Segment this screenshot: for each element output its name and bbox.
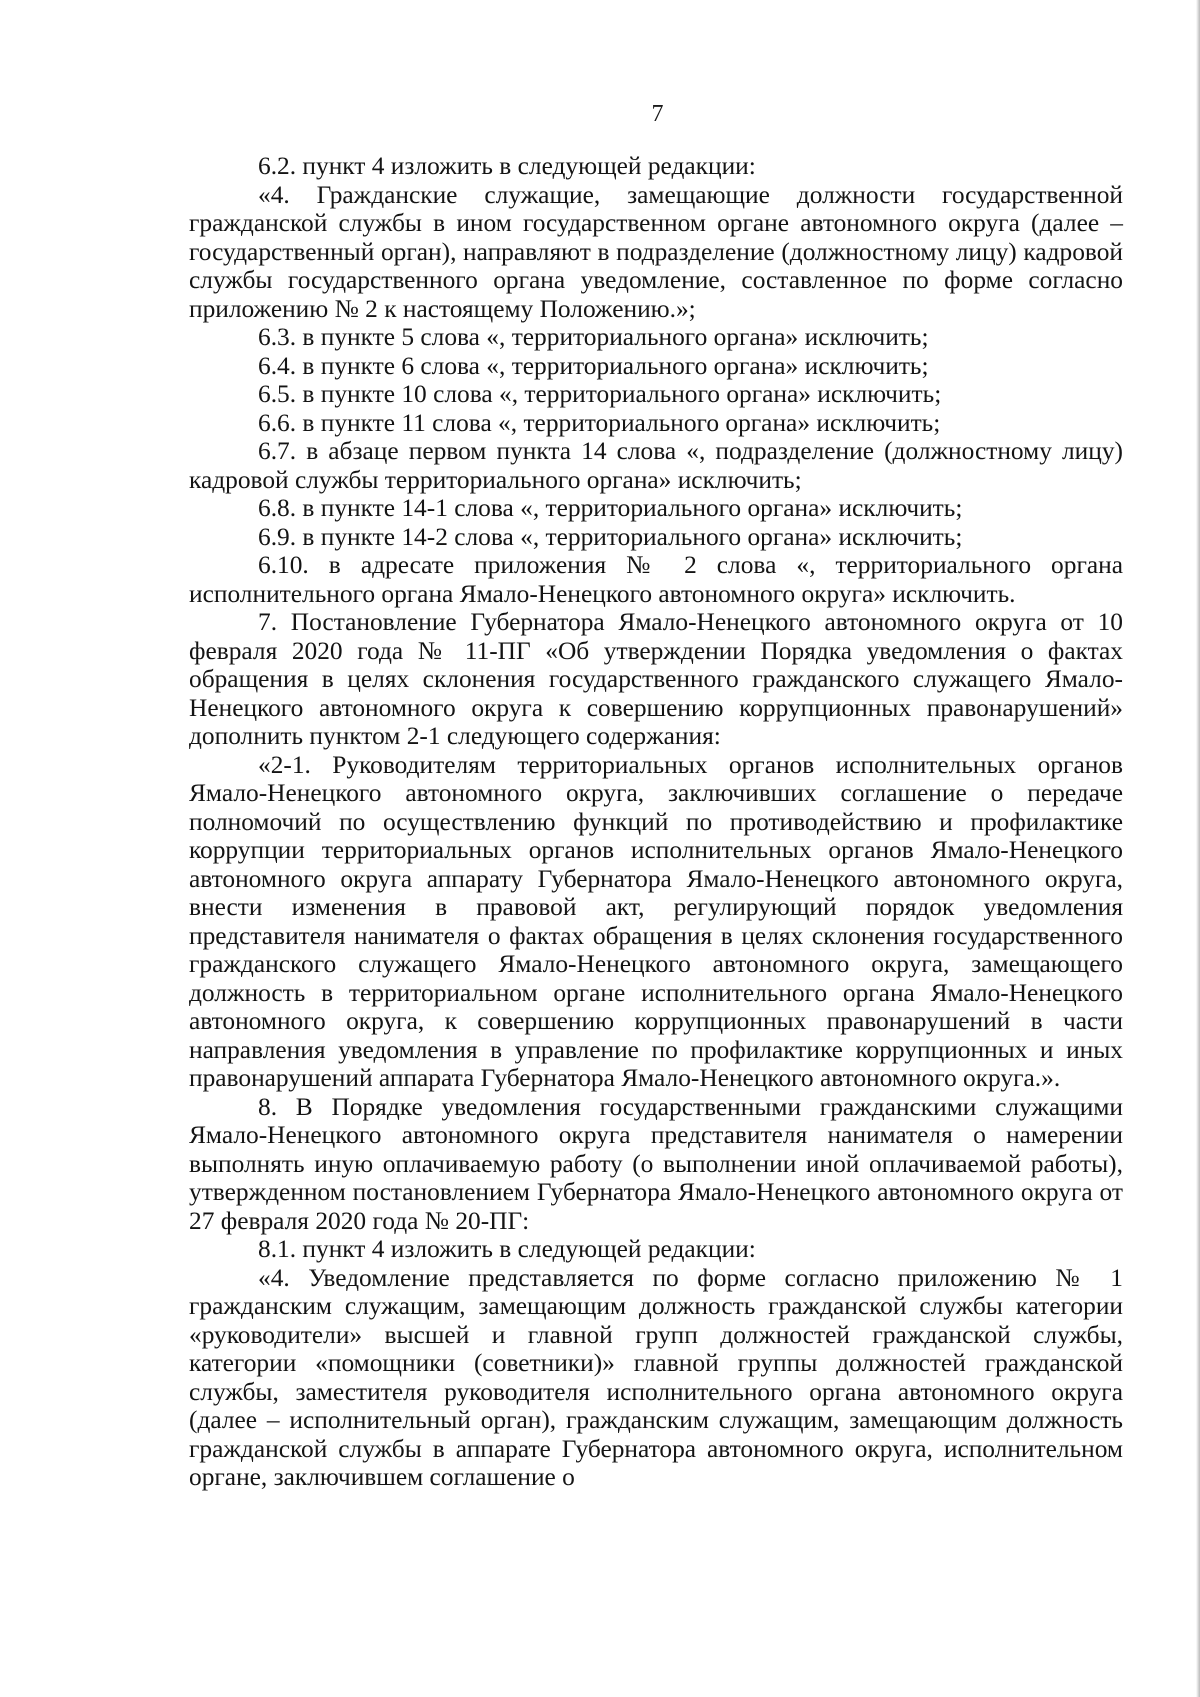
paragraph-6-7: 6.7. в абзаце первом пункта 14 слова «, подразделение (должностному лицу) кадровой службы территориального органа» исключить; bbox=[189, 437, 1123, 494]
page-number: 7 bbox=[651, 101, 664, 127]
paragraph-6-8: 6.8. в пункте 14-1 слова «, территориального органа» исключить; bbox=[258, 494, 963, 523]
paragraph-6-4: 6.4. в пункте 6 слова «, территориального органа» исключить; bbox=[258, 351, 929, 380]
paragraph-6-9: 6.9. в пункте 14-2 слова «, территориального органа» исключить; bbox=[258, 522, 963, 551]
paragraph-6-2: 6.2. пункт 4 изложить в следующей редакции: bbox=[258, 152, 756, 181]
paragraph-6-5: 6.5. в пункте 10 слова «, территориального органа» исключить; bbox=[258, 380, 942, 409]
document-body bbox=[189, 152, 1123, 1492]
paragraph-7-text: «2-1. Руководителям территориальных органов исполнительных органов Ямало-Ненецкого автономного округа, заключивших соглашение о передаче полномочий по осуществлению функций по противодействию и профилактике коррупции территориальных органов исполнительных органов Ямало-Ненецкого автономного округа аппарату Губернатора Ямало-Ненецкого автономного округа, внести изменения в правовой акт, регулирующий порядок уведомления представителя нанимателя о фактах обращения в целях склонения государственного гражданского служащего Ямало-Ненецкого автономного округа, замещающего должность в территориальном органе исполнительного органа Ямало-Ненецкого автономного округа, к совершению коррупционных правонарушений в части направления уведомления в управление по профилактике коррупционных и иных правонарушений аппарата Губернатора Ямало-Ненецкого автономного округа.». bbox=[189, 750, 1123, 1093]
paragraph-8-1: 8.1. пункт 4 изложить в следующей редакции: bbox=[258, 1235, 756, 1264]
paragraph-7: 7. Постановление Губернатора Ямало-Ненецкого автономного округа от 10 февраля 2020 года № 11-ПГ «Об утверждении Порядка уведомления о фактах обращения в целях склонения государственного гражданского служащего Ямало-Ненецкого автономного округа к совершению коррупционных правонарушений» дополнить пунктом 2-1 следующего содержания: bbox=[189, 608, 1123, 751]
paragraph-6-2-text: «4. Гражданские служащие, замещающие должности государственной гражданской службы в ином государственном органе автономного округа (далее – государственный орган), направляют в подразделение (должностному лицу) кадровой службы государственного органа уведомление, составленное по форме согласно приложению № 2 к настоящему Положению.»; bbox=[189, 180, 1123, 323]
paragraph-6-10: 6.10. в адресате приложения № 2 слова «, территориального органа исполнительного органа Ямало-Ненецкого автономного округа» исключить. bbox=[189, 551, 1123, 608]
paragraph-6-3: 6.3. в пункте 5 слова «, территориального органа» исключить; bbox=[258, 323, 929, 352]
scan-page-edge bbox=[1196, 0, 1200, 1697]
paragraph-8: 8. В Порядке уведомления государственными гражданскими служащими Ямало-Ненецкого автономного округа представителя нанимателя о намерении выполнять иную оплачиваемую работу (о выполнении иной оплачиваемой работы), утвержденном постановлением Губернатора Ямало-Ненецкого автономного округа от 27 февраля 2020 года № 20-ПГ: bbox=[189, 1092, 1123, 1235]
paragraph-6-6: 6.6. в пункте 11 слова «, территориального органа» исключить; bbox=[258, 408, 941, 437]
paragraph-8-1-text: «4. Уведомление представляется по форме согласно приложению № 1 гражданским служащим, замещающим должность гражданской службы категории «руководители» высшей и главной групп должностей гражданской службы, категории «помощники (советники)» главной группы должностей гражданской службы, заместителя руководителя исполнительного органа автономного округа (далее – исполнительный орган), гражданским служащим, замещающим должность гражданской службы в аппарате Губернатора автономного округа, исполнительном органе, заключившем соглашение о bbox=[189, 1263, 1123, 1492]
